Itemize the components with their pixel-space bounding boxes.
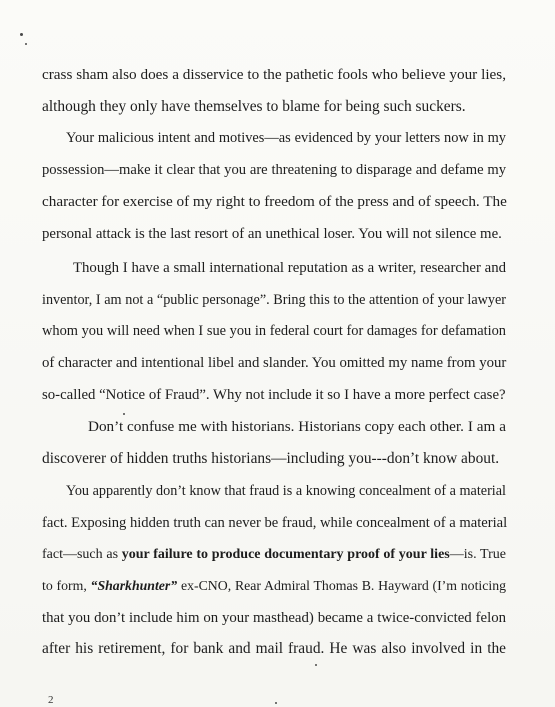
- line-text: fact—such as: [42, 547, 122, 562]
- paragraph-2-line-1: Your malicious intent and motives—as evidenced by your letters now in my: [66, 130, 506, 146]
- paper-speck: [20, 33, 23, 36]
- bold-phrase: your failure to produce documentary proof of your lies: [121, 547, 450, 562]
- line-text: ex-CNO, Rear Admiral Thomas B. Hayward (I’m noticing: [177, 578, 506, 593]
- bold-italic-name: “Sharkhunter”: [90, 578, 178, 593]
- line-text: —is. True: [449, 547, 506, 562]
- paragraph-5-line-5: that you don’t include him on your masthead) became a twice-convicted felon: [42, 610, 506, 626]
- line-text: to form,: [42, 578, 91, 593]
- paragraph-3-line-1: Though I have a small international reputation as a writer, researcher and: [73, 260, 506, 276]
- paragraph-2-line-2: possession—make it clear that you are threatening to disparage and defame my: [42, 162, 506, 178]
- paragraph-5-line-4: [42, 577, 506, 595]
- paper-speck: [25, 43, 27, 45]
- paragraph-5-line-2: fact. Exposing hidden truth can never be fraud, while concealment of a material: [42, 515, 508, 531]
- paragraph-3-line-2: inventor, I am not a “public personage”. Bring this to the attention of your lawyer: [42, 292, 506, 308]
- paragraph-3-line-3: whom you will need when I sue you in federal court for damages for defamation: [42, 323, 506, 339]
- paragraph-5-line-1: You apparently don’t know that fraud is a knowing concealment of a material: [66, 483, 506, 499]
- paper-speck: [275, 702, 277, 704]
- paragraph-3-line-4: of character and intentional libel and slander. You omitted my name from your: [42, 355, 507, 371]
- paragraph-2-line-4: personal attack is the last resort of an unethical loser. You will not silence me.: [42, 226, 502, 242]
- page-number: 2: [48, 694, 54, 706]
- paragraph-3-line-5: so-called “Notice of Fraud”. Why not include it so I have a more perfect case?: [42, 387, 506, 403]
- paragraph-2-line-3: character for exercise of my right to freedom of the press and of speech. The: [42, 193, 507, 210]
- paragraph-1-line-1: crass sham also does a disservice to the pathetic fools who believe your lies,: [42, 66, 506, 83]
- paragraph-5-line-6: after his retirement, for bank and mail fraud. He was also involved in the: [42, 640, 506, 657]
- paper-speck: [123, 413, 125, 415]
- paragraph-4-line-1: Don’t confuse me with historians. Historians copy each other. I am a: [88, 418, 506, 435]
- paragraph-5-line-3: [42, 546, 506, 564]
- paragraph-1-line-2: although they only have themselves to blame for being such suckers.: [42, 98, 466, 115]
- paragraph-4-line-2: discoverer of hidden truths historians—including you---don’t know about.: [42, 450, 500, 467]
- paper-speck: [315, 664, 317, 666]
